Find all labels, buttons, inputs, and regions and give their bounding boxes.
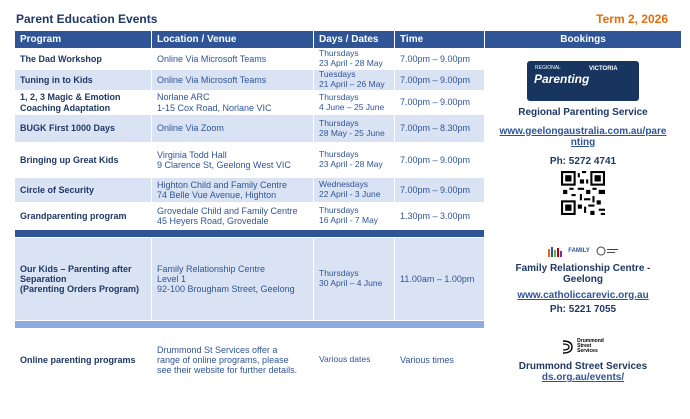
- location-cell: Online Via Microsoft Teams: [152, 49, 314, 70]
- time-cell: 1.30pm – 3.00pm: [395, 203, 485, 230]
- drummond-mark-icon: [562, 340, 574, 354]
- regional-logo-line1: REGIONAL: [535, 64, 561, 71]
- location-cell: Family Relationship Centre Level 1 92-100 Brougham Street, Geelong: [152, 238, 314, 321]
- regional-phone: Ph: 5272 4741: [549, 156, 617, 168]
- table-header: [15, 31, 682, 49]
- page-title: Parent Education Events: [16, 12, 158, 26]
- col-days: Days / Dates: [314, 31, 395, 49]
- table-row: [15, 238, 682, 321]
- regional-booking-cell: [485, 49, 682, 230]
- time-cell: Various times: [395, 329, 485, 392]
- drummond-link[interactable]: ds.org.au/events/: [541, 372, 625, 383]
- time-cell: 7.00pm – 9.00pm: [395, 91, 485, 115]
- events-table: [14, 30, 682, 392]
- regional-service-link[interactable]: www.geelongaustralia.com.au/parenting: [499, 125, 667, 148]
- program-cell: BUGK First 1000 Days: [15, 115, 152, 143]
- program-cell: Circle of Security: [15, 178, 152, 203]
- regional-parenting-logo: [527, 61, 639, 101]
- frc-logo: [528, 243, 638, 259]
- days-cell: Thursdays 30 April – 4 June: [314, 238, 395, 321]
- program-cell: Online parenting programs: [15, 329, 152, 392]
- drummond-booking-cell: [485, 329, 682, 392]
- days-cell: Tuesdays 21 April – 26 May: [314, 70, 395, 91]
- location-cell: Virginia Todd Hall 9 Clarence St, Geelong West VIC: [152, 143, 314, 178]
- location-cell: Grovedale Child and Family Centre 45 Heyers Road, Grovedale: [152, 203, 314, 230]
- frc-logo-word: FAMILY: [568, 247, 590, 254]
- drummond-logo: [548, 337, 618, 357]
- days-cell: Thursdays 16 April - 7 May: [314, 203, 395, 230]
- frc-name: Family Relationship Centre - Geelong: [515, 263, 651, 286]
- table-row: [15, 49, 682, 70]
- location-cell: Online Via Microsoft Teams: [152, 70, 314, 91]
- program-cell: Bringing up Great Kids: [15, 143, 152, 178]
- location-cell: Drummond St Services offer a range of online programs, please see their website for further details.: [152, 329, 314, 392]
- qr-code-icon: [561, 171, 605, 215]
- location-cell: Online Via Zoom: [152, 115, 314, 143]
- days-cell: Thursdays 23 April - 28 May: [314, 143, 395, 178]
- drummond-name: Drummond Street Services: [518, 360, 648, 372]
- frc-phone: Ph: 5221 7055: [549, 303, 617, 315]
- time-cell: 7.00pm – 9.00pm: [395, 49, 485, 70]
- program-cell: Tuning in to Kids: [15, 70, 152, 91]
- table-row: [15, 329, 682, 392]
- government-crest-icon: [596, 245, 618, 257]
- regional-logo-state: VICTORIA: [589, 65, 618, 72]
- location-cell: Highton Child and Family Centre 74 Belle Vue Avenue, Highton: [152, 178, 314, 203]
- col-location: Location / Venue: [152, 31, 314, 49]
- col-time: Time: [395, 31, 485, 49]
- days-cell: Thursdays 28 May - 25 June: [314, 115, 395, 143]
- program-cell: 1, 2, 3 Magic & Emotion Coaching Adaptation: [15, 91, 152, 115]
- regional-logo-word: Parenting: [534, 71, 590, 86]
- drummond-logo-text: Drummond Street Services: [577, 338, 604, 355]
- time-cell: 7.00pm – 9.00pm: [395, 143, 485, 178]
- time-cell: 7.00pm – 8.30pm: [395, 115, 485, 143]
- family-figures-icon: [548, 245, 562, 257]
- program-cell: Grandparenting program: [15, 203, 152, 230]
- program-cell: Our Kids – Parenting after Separation (Parenting Orders Program): [15, 238, 152, 321]
- term-label: Term 2, 2026: [596, 12, 668, 26]
- section-divider: [15, 321, 682, 329]
- time-cell: 7.00pm – 9.00pm: [395, 70, 485, 91]
- time-cell: 7.00pm – 9.00pm: [395, 178, 485, 203]
- col-bookings: Bookings: [485, 31, 682, 49]
- days-cell: Various dates: [314, 329, 395, 392]
- days-cell: Thursdays 23 April - 28 May: [314, 49, 395, 70]
- section-divider: [15, 230, 682, 238]
- days-cell: Thursdays 4 June – 25 June: [314, 91, 395, 115]
- col-program: Program: [15, 31, 152, 49]
- frc-booking-cell: [485, 238, 682, 321]
- program-cell: The Dad Workshop: [15, 49, 152, 70]
- time-cell: 11.00am – 1.00pm: [395, 238, 485, 321]
- frc-link[interactable]: www.catholiccarevic.org.au: [517, 289, 649, 301]
- regional-service-name: Regional Parenting Service: [518, 106, 648, 118]
- days-cell: Wednesdays 22 April - 3 June: [314, 178, 395, 203]
- location-cell: Norlane ARC 1-15 Cox Road, Norlane VIC: [152, 91, 314, 115]
